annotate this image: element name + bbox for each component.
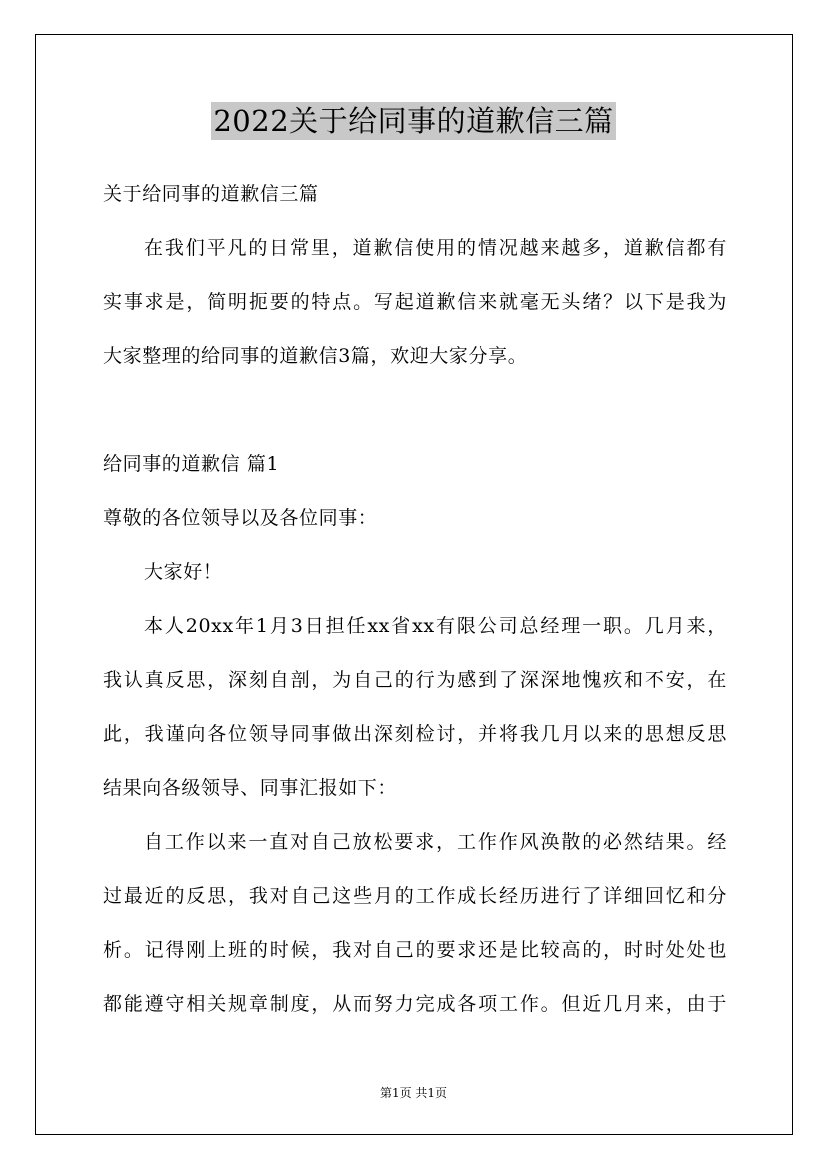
page-footer: 第1页 共1页 xyxy=(379,1086,448,1100)
paragraph-line: 我认真反思，深刻自剖，为自己的行为感到了深深地愧疚和不安，在 xyxy=(103,669,727,691)
paragraph-line: 析。记得刚上班的时候，我对自己的要求还是比较高的，时时处处也 xyxy=(103,939,727,961)
greeting-line: 大家好！ xyxy=(144,561,223,583)
paragraph-line: 在我们平凡的日常里，道歉信使用的情况越来越多，道歉信都有 xyxy=(144,237,727,259)
title-block xyxy=(0,102,827,140)
paragraph-line: 过最近的反思，我对自己这些月的工作成长经历进行了详细回忆和分 xyxy=(103,885,727,907)
salutation-line: 尊敬的各位领导以及各位同事： xyxy=(103,507,378,529)
document-title: 2022关于给同事的道歉信三篇 xyxy=(213,104,614,138)
section-heading: 给同事的道歉信 篇1 xyxy=(103,453,280,475)
paragraph-line: 本人20xx年1月3日担任xx省xx有限公司总经理一职。几月来， xyxy=(144,615,727,637)
paragraph-line: 此，我谨向各位领导同事做出深刻检讨，并将我几月以来的思想反思 xyxy=(103,723,727,745)
paragraph-line: 结果向各级领导、同事汇报如下： xyxy=(103,777,398,799)
subtitle-line: 关于给同事的道歉信三篇 xyxy=(103,183,319,205)
paragraph-line: 大家整理的给同事的道歉信3篇，欢迎大家分享。 xyxy=(103,345,528,367)
paragraph-line: 实事求是，简明扼要的特点。写起道歉信来就毫无头绪？以下是我为 xyxy=(103,291,727,313)
paragraph-line: 都能遵守相关规章制度，从而努力完成各项工作。但近几月来，由于 xyxy=(103,993,727,1015)
paragraph-line: 自工作以来一直对自己放松要求，工作作风涣散的必然结果。经 xyxy=(144,831,727,853)
